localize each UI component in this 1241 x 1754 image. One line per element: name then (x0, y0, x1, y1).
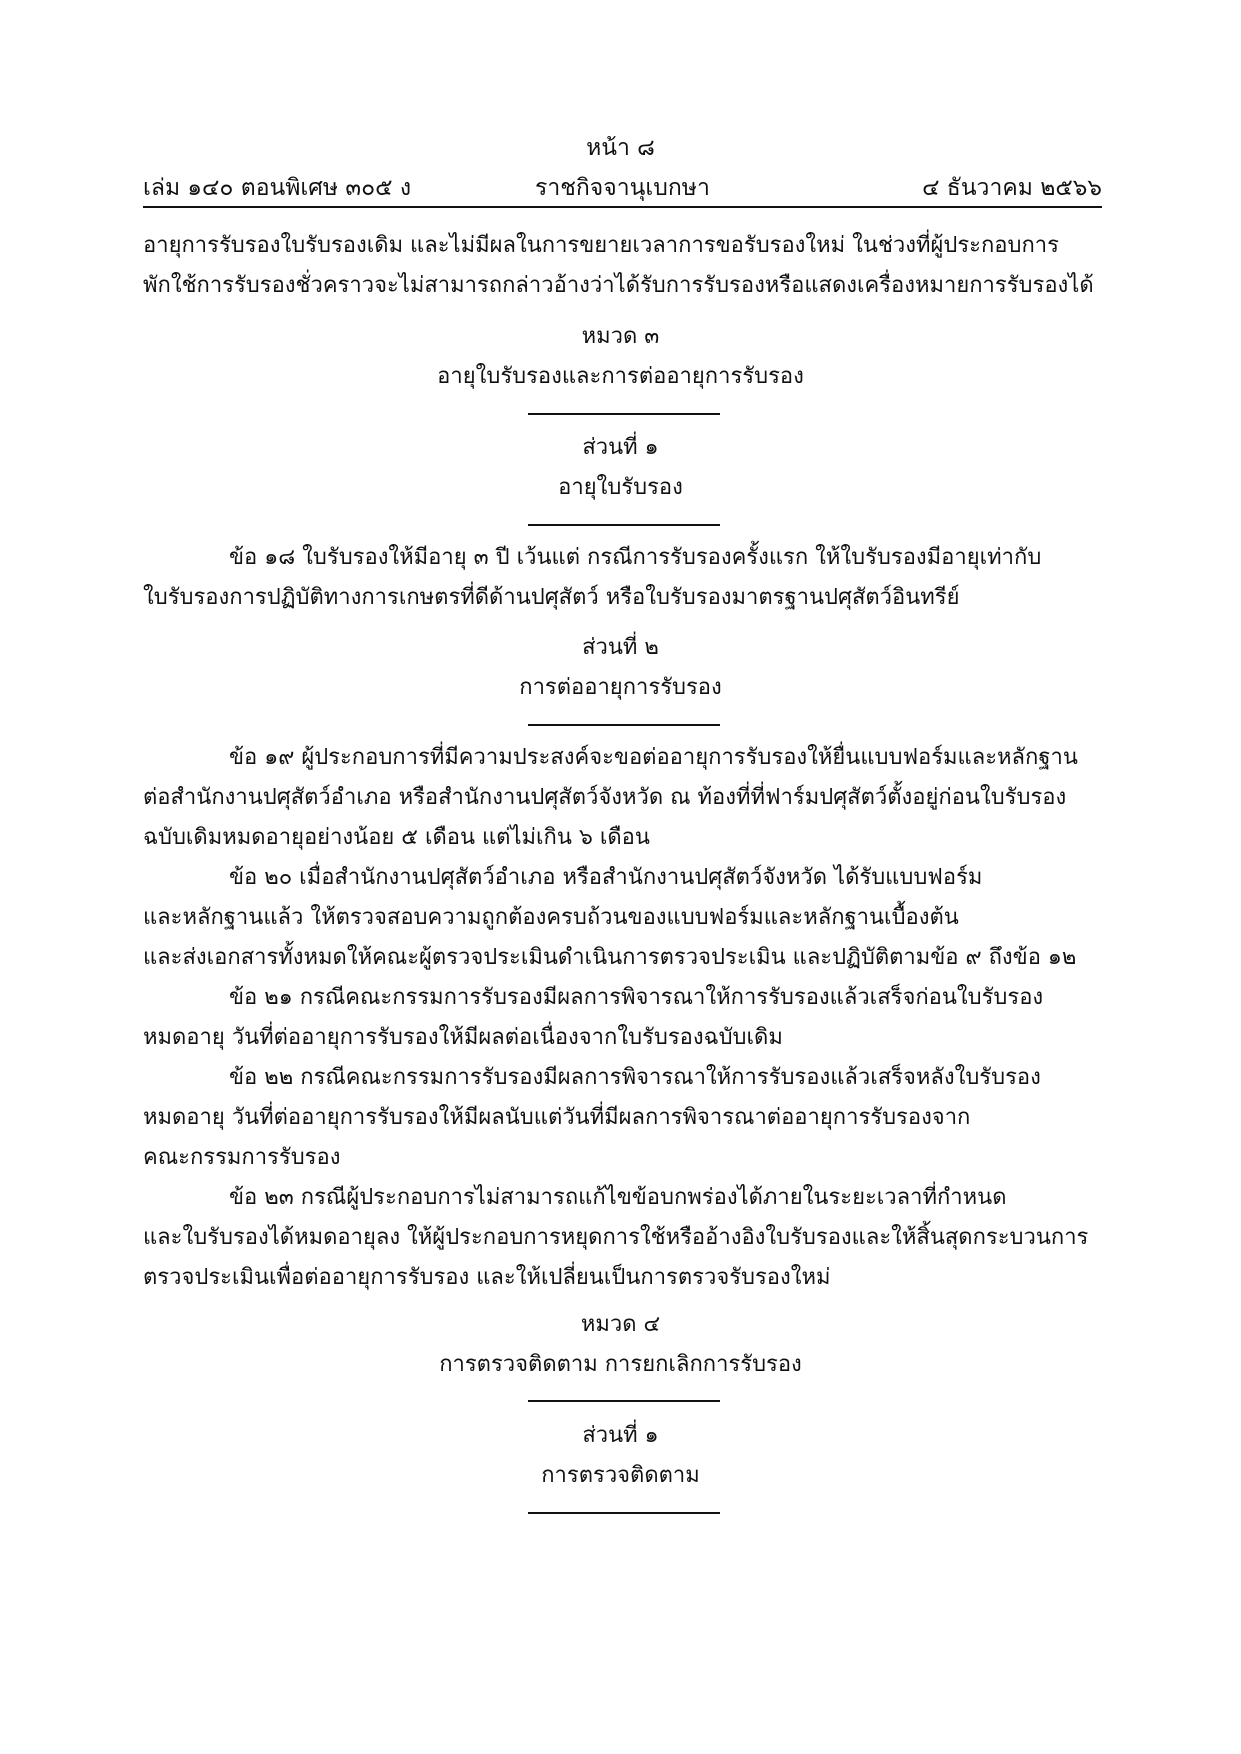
clause-line: และใบรับรองได้หมดอายุลง ให้ผู้ประกอบการหยุดการใช้หรืออ้างอิงใบรับรองและให้สิ้นสุดกระบวนการ (143, 1225, 1089, 1250)
clause-line: ฉบับเดิมหมดอายุอย่างน้อย ๕ เดือน แต่ไม่เกิน ๖ เดือน (143, 825, 650, 850)
chapter-3-label: หมวด ๓ (581, 324, 660, 349)
clause-line: ข้อ ๒๐ เมื่อสำนักงานปศุสัตว์อำเภอ หรือสำนักงานปศุสัตว์จังหวัด ได้รับแบบฟอร์ม (229, 865, 983, 890)
clause-line: ข้อ ๒๓ กรณีผู้ประกอบการไม่สามารถแก้ไขข้อบกพร่องได้ภายในระยะเวลาที่กำหนด (229, 1185, 1007, 1210)
section-divider (528, 724, 720, 726)
header-divider (143, 206, 1102, 208)
section-divider (528, 413, 720, 415)
gazette-name: ราชกิจจานุเบกษา (535, 175, 710, 201)
section-divider (528, 1512, 720, 1514)
chapter-4-part-1-title: การตรวจติดตาม (541, 1463, 700, 1488)
clause-line: ต่อสำนักงานปศุสัตว์อำเภอ หรือสำนักงานปศุสัตว์จังหวัด ณ ท้องที่ที่ฟาร์มปศุสัตว์ตั้งอยู่ก่อนใบรับรอง (143, 785, 1067, 810)
clause-line: และหลักฐานแล้ว ให้ตรวจสอบความถูกต้องครบถ้วนของแบบฟอร์มและหลักฐานเบื้องต้น (143, 905, 959, 930)
clause-line: ข้อ ๑๙ ผู้ประกอบการที่มีความประสงค์จะขอต่ออายุการรับรองให้ยื่นแบบฟอร์มและหลักฐาน (229, 745, 1078, 770)
part-1-title: อายุใบรับรอง (558, 475, 683, 500)
clause-18 (143, 538, 1102, 618)
clause-line: ข้อ ๑๘ ใบรับรองให้มีอายุ ๓ ปี เว้นแต่ กรณีการรับรองครั้งแรก ให้ใบรับรองมีอายุเท่ากับ (229, 545, 1042, 570)
intro-line: อายุการรับรองใบรับรองเดิม และไม่มีผลในการขยายเวลาการขอรับรองใหม่ ในช่วงที่ผู้ประกอบการ (143, 233, 1059, 258)
volume-issue: เล่ม ๑๔๐ ตอนพิเศษ ๓๐๕ ง (143, 175, 412, 201)
clause-line: ใบรับรองการปฏิบัติทางการเกษตรที่ดีด้านปศุสัตว์ หรือใบรับรองมาตรฐานปศุสัตว์อินทรีย์ (143, 585, 960, 610)
clause-20 (143, 858, 1102, 978)
clause-line: ตรวจประเมินเพื่อต่ออายุการรับรอง และให้เปลี่ยนเป็นการตรวจรับรองใหม่ (143, 1265, 831, 1290)
gazette-header (143, 170, 1102, 204)
intro-line: พักใช้การรับรองชั่วคราวจะไม่สามารถกล่าวอ้างว่าได้รับการรับรองหรือแสดงเครื่องหมายการรับรองได้ (143, 273, 1094, 298)
part-1-label: ส่วนที่ ๑ (582, 435, 659, 460)
chapter-4-label: หมวด ๔ (580, 1312, 661, 1337)
chapter-4-title: การตรวจติดตาม การยกเลิกการรับรอง (439, 1352, 802, 1377)
intro-paragraph (143, 226, 1102, 306)
section-divider (528, 524, 720, 526)
clause-line: และส่งเอกสารทั้งหมดให้คณะผู้ตรวจประเมินดำเนินการตรวจประเมิน และปฏิบัติตามข้อ ๙ ถึงข้อ ๑๒ (143, 945, 1077, 970)
page-number: หน้า ๘ (586, 135, 655, 161)
part-2-label: ส่วนที่ ๒ (582, 635, 659, 660)
publication-date: ๔ ธันวาคม ๒๕๖๖ (922, 175, 1102, 201)
clause-19 (143, 738, 1102, 858)
clause-21 (143, 978, 1102, 1058)
clause-line: คณะกรรมการรับรอง (143, 1145, 341, 1170)
section-divider (528, 1400, 720, 1402)
clause-line: ข้อ ๒๑ กรณีคณะกรรมการรับรองมีผลการพิจารณาให้การรับรองแล้วเสร็จก่อนใบรับรอง (229, 985, 1044, 1010)
clause-23 (143, 1178, 1102, 1298)
clause-line: หมดอายุ วันที่ต่ออายุการรับรองให้มีผลต่อเนื่องจากใบรับรองฉบับเดิม (143, 1025, 783, 1050)
clause-line: หมดอายุ วันที่ต่ออายุการรับรองให้มีผลนับแต่วันที่มีผลการพิจารณาต่ออายุการรับรองจาก (143, 1105, 971, 1130)
chapter-4-part-1-label: ส่วนที่ ๑ (582, 1423, 659, 1448)
clause-22 (143, 1058, 1102, 1178)
chapter-3-title: อายุใบรับรองและการต่ออายุการรับรอง (437, 364, 804, 389)
part-2-title: การต่ออายุการรับรอง (519, 675, 722, 700)
clause-line: ข้อ ๒๒ กรณีคณะกรรมการรับรองมีผลการพิจารณาให้การรับรองแล้วเสร็จหลังใบรับรอง (229, 1065, 1041, 1090)
